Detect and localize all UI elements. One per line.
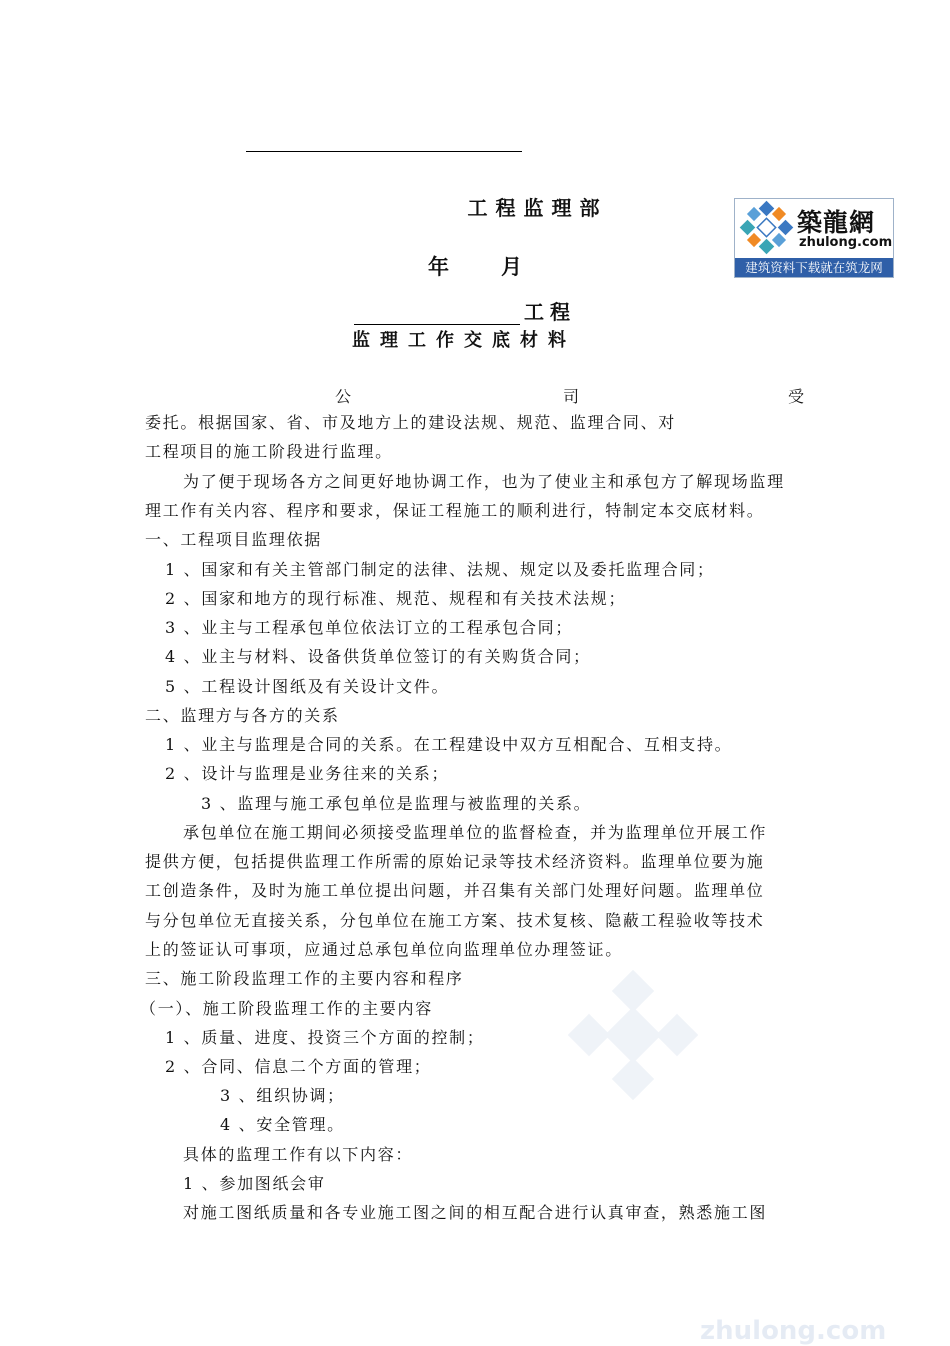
body-paragraph: 为了便于现场各方之间更好地协调工作，也为了使业主和承包方了解现场监理: [183, 472, 785, 491]
zhulong-logo: [734, 198, 894, 278]
date-year: 年: [428, 254, 449, 279]
watermark-flower-icon: [568, 970, 698, 1100]
document-subtitle: 监理工作交底材料: [352, 330, 576, 351]
intro-si: 司: [563, 387, 580, 406]
intro-shou: 受: [788, 387, 805, 406]
list-item: 3 、业主与工程承包单位依法订立的工程承包合同；: [165, 618, 574, 637]
section-heading: 三、施工阶段监理工作的主要内容和程序: [145, 969, 464, 988]
intro-company: 公: [335, 387, 352, 406]
body-line: 工程项目的施工阶段进行监理。: [145, 442, 393, 461]
body-paragraph: 具体的监理工作有以下内容：: [183, 1145, 414, 1164]
list-item: 1 、国家和有关主管部门制定的法律、法规、规定以及委托监理合同；: [165, 560, 715, 579]
body-line: 与分包单位无直接关系，分包单位在施工方案、技术复核、隐蔽工程验收等技术: [145, 911, 765, 930]
project-name-blank-line: [246, 151, 522, 152]
logo-name-cn: 築龍網: [797, 208, 876, 237]
list-item: 4 、安全管理。: [220, 1115, 345, 1134]
logo-domain: zhulong.com: [799, 235, 893, 250]
watermark-text: zhulong.com: [700, 1316, 887, 1346]
date-line: [428, 251, 522, 281]
body-line: 提供方便，包括提供监理工作所需的原始记录等技术经济资料。监理单位要为施: [145, 852, 765, 871]
body-line: 理工作有关内容、程序和要求，保证工程施工的顺利进行，特制定本交底材料。: [145, 501, 765, 520]
list-item: 2 、设计与监理是业务往来的关系；: [165, 764, 450, 783]
zhulong-flower-icon: [737, 199, 797, 257]
project-name-blank: [354, 304, 520, 325]
section-heading: 二、监理方与各方的关系: [145, 706, 340, 725]
list-item: 2 、国家和地方的现行标准、规范、规程和有关技术法规；: [165, 589, 627, 608]
page-title: 工程监理部: [467, 196, 608, 220]
list-item: 2 、合同、信息二个方面的管理；: [165, 1057, 432, 1076]
list-item: 4 、业主与材料、设备供货单位签订的有关购货合同；: [165, 647, 591, 666]
subsection-heading: （一）、施工阶段监理工作的主要内容: [140, 999, 433, 1018]
body-line: 上的签证认可事项，应通过总承包单位向监理单位办理签证。: [145, 940, 623, 959]
list-item: 1 、质量、进度、投资三个方面的控制；: [165, 1028, 485, 1047]
list-item: 5 、工程设计图纸及有关设计文件。: [165, 677, 450, 696]
list-item: 1 、参加图纸会审: [183, 1174, 326, 1193]
body-line: 工创造条件，及时为施工单位提出问题，并召集有关部门处理好问题。监理单位: [145, 881, 765, 900]
project-name-line: [354, 296, 576, 325]
body-line: 委托。根据国家、省、市及地方上的建设法规、规范、监理合同、对: [145, 413, 677, 432]
body-paragraph: 承包单位在施工期间必须接受监理单位的监督检查，并为监理单位开展工作: [183, 823, 768, 842]
logo-tagline: 建筑资料下载就在筑龙网: [735, 258, 893, 277]
list-item: 3 、组织协调；: [220, 1086, 345, 1105]
list-item: 3 、监理与施工承包单位是监理与被监理的关系。: [201, 794, 592, 813]
section-heading: 一、工程项目监理依据: [145, 530, 323, 549]
project-suffix: 工程: [524, 300, 576, 324]
body-paragraph: 对施工图纸质量和各专业施工图之间的相互配合进行认真审查，熟悉施工图: [183, 1203, 768, 1222]
date-month: 月: [501, 254, 522, 279]
list-item: 1 、业主与监理是合同的关系。在工程建设中双方互相配合、互相支持。: [165, 735, 733, 754]
